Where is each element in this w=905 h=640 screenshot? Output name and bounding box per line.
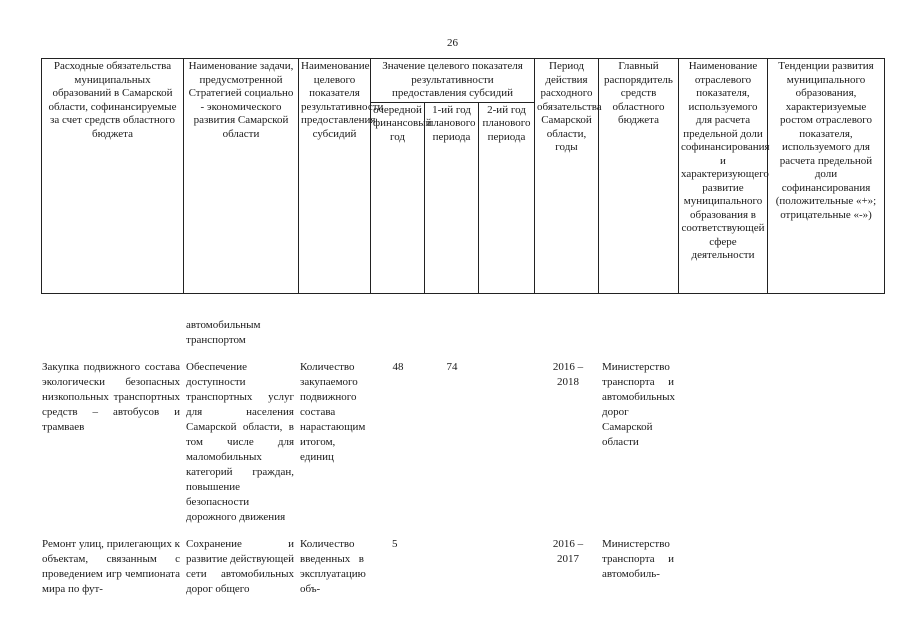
header-indicator: Наименование целевого показателя результативности предоставления субсидий <box>299 59 371 294</box>
row2-period: 2016 – 2017 <box>552 538 584 565</box>
continuation-text: автомобильным транспортом <box>186 319 261 346</box>
row2-obligation: Ремонт улиц, прилегающих к объектам, связанным с проведением игр чемпионата мира по фут- <box>42 538 180 595</box>
row1-task: Обеспечение доступности транспортных услуг для населения Самарской области, в том числе для маломобильных категорий граждан, повышение безопасности дорожного движения <box>186 361 294 523</box>
header-obligation: Расходные обязательства муниципальных образований в Самарской области, софинансируемые за счет средств областного бюджета <box>42 59 184 294</box>
header-plan-year-2: 2-ий год планового периода <box>479 102 535 294</box>
row1-indicator: Количество закупаемого подвижного состава нарастающим итогом, единиц <box>300 361 366 463</box>
header-period: Период действия расходного обязательства Самарской области, годы <box>535 59 599 294</box>
header-sector-indicator: Наименование отраслевого показателя, используемого для расчета предельной доли софинансирования и характеризующего развитие муниципального образования в соответствующей сфере деятельности <box>679 59 768 294</box>
row1-period: 2016 – 2018 <box>552 361 584 388</box>
row1-value-current: 48 <box>392 361 404 373</box>
header-administrator: Главный распорядитель средств областного бюджета <box>599 59 679 294</box>
header-current-year: очередной финансовый год <box>371 102 425 294</box>
row2-indicator: Количество введенных в эксплуатацию объ- <box>300 538 366 595</box>
header-task: Наименование задачи, предусмотренной Стратегией социально - экономического развития Самарской области <box>184 59 299 294</box>
table-header <box>41 58 885 294</box>
row2-task: Сохранение и развитие действующей сети автомобильных дорог общего <box>186 538 294 595</box>
row1-administrator: Министерство транспорта и автомобильных дорог Самарской области <box>602 361 675 448</box>
row2-administrator: Министерство транспорта и автомобиль- <box>602 538 674 580</box>
header-indicator-values: Значение целевого показателя результативности предоставления субсидий <box>371 59 535 103</box>
row1-obligation: Закупка подвижного состава экологически безопасных низкопольных транспортных средств – автобусов и трамваев <box>42 361 180 433</box>
header-plan-year-1: 1-ий год планового периода <box>425 102 479 294</box>
page-number: 26 <box>447 37 458 49</box>
row1-value-plan1: 74 <box>446 361 458 373</box>
header-trends: Тенденции развития муниципального образования, характеризуемые ростом отраслевого показателя, используемого для расчета предельной доли софинансирования (положительные «+»; отрицательные «-») <box>768 59 885 294</box>
row2-value-current: 5 <box>392 538 398 550</box>
